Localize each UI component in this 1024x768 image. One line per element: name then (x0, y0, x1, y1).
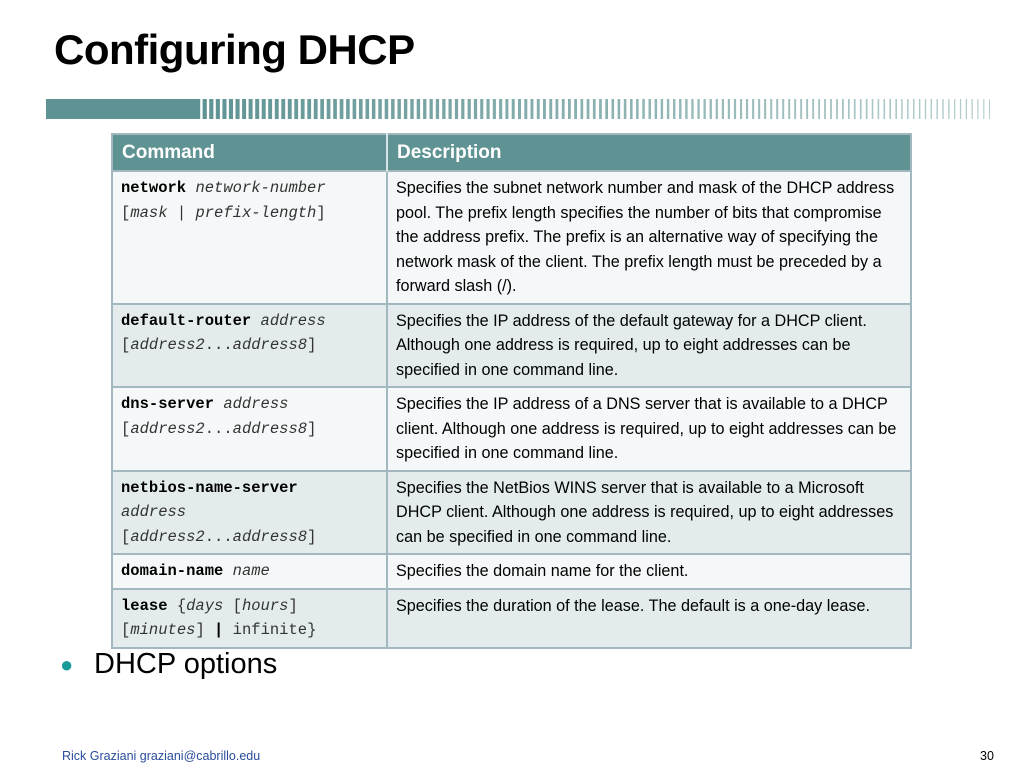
title-bar-stripe (667, 99, 669, 119)
title-divider-bar (46, 96, 990, 122)
title-bar-stripe (556, 99, 559, 119)
command-keyword: default-router (121, 311, 252, 330)
command-cell (112, 554, 387, 589)
slide-title: Configuring DHCP (54, 26, 415, 73)
command-syntax (214, 395, 223, 413)
title-bar-stripe (812, 99, 814, 119)
title-bar-stripe (524, 99, 527, 119)
title-bar-stripe (359, 99, 363, 119)
title-bar-stripe (423, 99, 426, 119)
command-syntax: [ (121, 203, 131, 222)
command-cell (112, 171, 387, 304)
title-bar-stripe (288, 99, 292, 119)
dhcp-command-table (111, 133, 912, 649)
title-bar-stripe (901, 99, 903, 119)
page-number: 30 (980, 749, 994, 763)
title-bar-stripe (307, 99, 311, 119)
title-bar-stripe (948, 99, 949, 119)
title-bar-stripe (410, 99, 413, 119)
title-bar-stripe (480, 99, 483, 119)
command-cell (112, 387, 387, 471)
title-bar-stripe (599, 99, 602, 119)
title-bar-stripe (836, 99, 838, 119)
title-bar-stripe (728, 99, 730, 119)
title-bar-stripe (913, 99, 915, 119)
command-argument: address2 (130, 336, 205, 354)
description-cell: Specifies the IP address of the default gateway for a DHCP client. Although one address is required, up to eight addresses can be specified in one command line. (387, 304, 911, 388)
title-bar-stripe (624, 99, 627, 119)
title-bar-stripe (568, 99, 571, 119)
command-argument: address (121, 503, 187, 521)
title-bar-stripe (505, 99, 508, 119)
description-cell: Specifies the duration of the lease. The default is a one-day lease. (387, 589, 911, 648)
title-bar-stripe (989, 99, 990, 119)
title-bar-stripe (587, 99, 590, 119)
title-bar-stripe (824, 99, 826, 119)
command-argument: prefix-length (195, 203, 317, 222)
title-bar-stripe (543, 99, 546, 119)
title-bar-stripe (937, 99, 938, 119)
title-bar-stripe (710, 99, 712, 119)
command-syntax: ] (316, 203, 326, 222)
title-bar-stripe (972, 99, 973, 119)
command-syntax: [ (121, 419, 131, 438)
title-bar-stripe (391, 99, 395, 119)
title-bar-stripe (404, 99, 407, 119)
description-cell: Specifies the subnet network number and mask of the DHCP address pool. The prefix length specifies the number of bits that compromise the address prefix. The prefix is an alternative way of specifying the network mask of the client. The prefix length must be preceded by a forward slash (/). (387, 171, 911, 304)
title-bar-stripe (216, 99, 220, 119)
command-argument: address8 (232, 527, 308, 546)
title-bar-stripe (275, 99, 279, 119)
command-syntax: infinite} (223, 621, 317, 639)
title-bar-stripe (679, 99, 681, 119)
title-bar-stripe (196, 99, 200, 119)
title-bar-stripe (630, 99, 633, 119)
bullet-item (60, 648, 277, 681)
table-row (112, 171, 911, 304)
command-argument: minutes (130, 621, 196, 639)
command-cell (112, 304, 387, 388)
command-syntax: ] (307, 527, 317, 546)
command-keyword: | (214, 621, 224, 639)
command-syntax: ] (195, 621, 215, 639)
title-bar-stripe (531, 99, 534, 119)
title-bar-stripe (649, 99, 652, 119)
command-keyword: dns-server (121, 395, 215, 413)
command-syntax: ... (204, 336, 233, 354)
title-bar-stripe (398, 99, 401, 119)
title-bar-stripe (430, 99, 433, 119)
title-bar-stripe (340, 99, 344, 119)
title-bar-stripe (442, 99, 445, 119)
title-bar-stripe (605, 99, 608, 119)
header-description: Description (387, 134, 911, 171)
title-bar-stripe (673, 99, 675, 119)
title-bar-stripe (977, 99, 978, 119)
header-command: Command (112, 134, 387, 171)
command-argument: address2 (130, 527, 205, 546)
title-bar-stripe (255, 99, 259, 119)
title-bar-stripe (537, 99, 540, 119)
title-bar-stripe (925, 99, 926, 119)
title-bar-solid (46, 99, 196, 119)
command-argument: days (186, 596, 224, 615)
command-syntax: ... (204, 527, 233, 546)
title-bar-stripe (942, 99, 943, 119)
title-bar-stripe (661, 99, 663, 119)
title-bar-stripe (697, 99, 699, 119)
command-argument: name (232, 562, 270, 580)
title-bar-stripe (512, 99, 515, 119)
command-syntax: ... (204, 419, 233, 438)
title-bar-stripe (842, 99, 844, 119)
title-bar-stripe (268, 99, 272, 119)
command-argument: mask (130, 203, 168, 222)
table-header-row (112, 134, 911, 171)
title-bar-stripe (301, 99, 305, 119)
command-syntax: | (167, 203, 196, 222)
table-body (112, 171, 911, 648)
title-bar-stripe (518, 99, 521, 119)
command-syntax: [ (121, 336, 131, 354)
title-bar-stripe (636, 99, 639, 119)
title-bar-stripe (385, 99, 389, 119)
command-keyword: domain-name (121, 562, 224, 580)
title-bar-stripe (474, 99, 477, 119)
command-argument: address2 (130, 419, 205, 438)
title-bar-stripe (830, 99, 832, 119)
title-bar-stripe (722, 99, 724, 119)
title-bar-stripe (764, 99, 766, 119)
title-bar-stripe (333, 99, 337, 119)
title-bar-stripe (854, 99, 856, 119)
title-bar-stripe (249, 99, 253, 119)
command-syntax: ] (288, 596, 298, 615)
title-bar-stripe (346, 99, 350, 119)
command-cell (112, 589, 387, 648)
command-keyword: network (121, 179, 187, 197)
description-cell: Specifies the NetBios WINS server that is available to a Microsoft DHCP client. Although one address is required, up to eight addresses can be specified in one command line. (387, 471, 911, 555)
title-bar-stripe (294, 99, 298, 119)
command-argument: address (223, 395, 289, 413)
title-bar-stripe (366, 99, 370, 119)
command-argument: hours (241, 596, 289, 615)
title-bar-stripe (960, 99, 961, 119)
bullet-icon: ● (60, 651, 74, 677)
title-bar-stripe (889, 99, 891, 119)
dhcp-command-table-wrapper (111, 133, 912, 649)
title-bar-stripe (966, 99, 967, 119)
title-bar-stripe (281, 99, 285, 119)
bullet-text: DHCP options (94, 648, 278, 680)
command-syntax: ] (307, 336, 317, 354)
description-cell: Specifies the IP address of a DNS server that is available to a DHCP client. Although one address is required, up to eight addresses can be specified in one command line. (387, 387, 911, 471)
table-row (112, 304, 911, 388)
title-bar-stripe (562, 99, 565, 119)
title-bar-stripe (549, 99, 552, 119)
title-bar-stripe (800, 99, 802, 119)
description-cell: Specifies the domain name for the client. (387, 554, 911, 589)
table-row (112, 554, 911, 589)
title-bar-stripe (866, 99, 868, 119)
title-bar-stripe (436, 99, 439, 119)
title-bar-stripe (327, 99, 331, 119)
title-bar-stripe (417, 99, 420, 119)
title-bar-stripe (314, 99, 318, 119)
title-bar-stripe (782, 99, 784, 119)
command-syntax: [ (223, 596, 242, 615)
title-bar-stripe (931, 99, 932, 119)
title-bar-stripe (203, 99, 207, 119)
title-bar-stripe (954, 99, 955, 119)
title-bar-stripe (746, 99, 748, 119)
title-bar-stripe (878, 99, 880, 119)
title-bar-stripe (353, 99, 357, 119)
title-bar-stripe (236, 99, 240, 119)
title-bar-stripe (848, 99, 850, 119)
title-bar-stripe (884, 99, 886, 119)
table-row (112, 589, 911, 648)
title-bar-stripe (449, 99, 452, 119)
command-keyword: netbios-name-server (121, 478, 298, 497)
title-bar-stripe (372, 99, 376, 119)
title-bar-stripe (691, 99, 693, 119)
command-cell (112, 471, 387, 555)
command-argument: network-number (195, 179, 326, 197)
table-row (112, 471, 911, 555)
title-bar-stripe (242, 99, 246, 119)
title-bar-stripe (499, 99, 502, 119)
command-argument: address (260, 311, 326, 330)
title-bar-stripe (642, 99, 645, 119)
title-bar-stripe (895, 99, 897, 119)
title-bar-stripe (593, 99, 596, 119)
title-bar-stripe (378, 99, 382, 119)
command-syntax: ] (307, 419, 317, 438)
table-row (112, 387, 911, 471)
title-bar-stripe (320, 99, 324, 119)
title-bar-stripe (618, 99, 621, 119)
title-bar-stripe (455, 99, 458, 119)
command-syntax: { (167, 596, 187, 615)
title-bar-stripe (752, 99, 754, 119)
command-syntax (251, 312, 260, 330)
title-bar-stripe (806, 99, 808, 119)
title-bar-stripe (685, 99, 687, 119)
title-bar-stripe (612, 99, 615, 119)
title-bar-stripe (468, 99, 471, 119)
title-bar-stripe (493, 99, 496, 119)
command-syntax (223, 562, 232, 580)
title-bar-stripe (704, 99, 706, 119)
command-keyword: lease (121, 596, 168, 615)
title-bar-stripe (716, 99, 718, 119)
title-bar-stripe (487, 99, 490, 119)
title-bar-stripe (262, 99, 266, 119)
title-bar-stripe (794, 99, 796, 119)
title-bar-stripe (872, 99, 874, 119)
title-bar-stripe (776, 99, 778, 119)
title-bar-stripe (655, 99, 658, 119)
title-bar-stripe (907, 99, 909, 119)
title-bar-stripe (983, 99, 984, 119)
title-bar-stripe (860, 99, 862, 119)
title-bar-stripe (734, 99, 736, 119)
title-bar-stripe (229, 99, 233, 119)
title-bar-stripe (222, 99, 226, 119)
command-syntax: [ (121, 527, 131, 546)
title-bar-stripe (758, 99, 760, 119)
title-bar-stripe (788, 99, 790, 119)
title-bar-stripe (740, 99, 742, 119)
command-syntax: [ (121, 621, 131, 639)
title-bar-stripe (770, 99, 772, 119)
footer-author: Rick Graziani graziani@cabrillo.edu (62, 749, 261, 763)
title-bar-stripe (574, 99, 577, 119)
title-bar-stripe (461, 99, 464, 119)
title-bar-stripe (209, 99, 213, 119)
command-argument: address8 (232, 336, 308, 354)
title-bar-stripe (919, 99, 921, 119)
title-bar-stripe (581, 99, 584, 119)
command-argument: address8 (232, 419, 308, 438)
title-bar-stripe (818, 99, 820, 119)
